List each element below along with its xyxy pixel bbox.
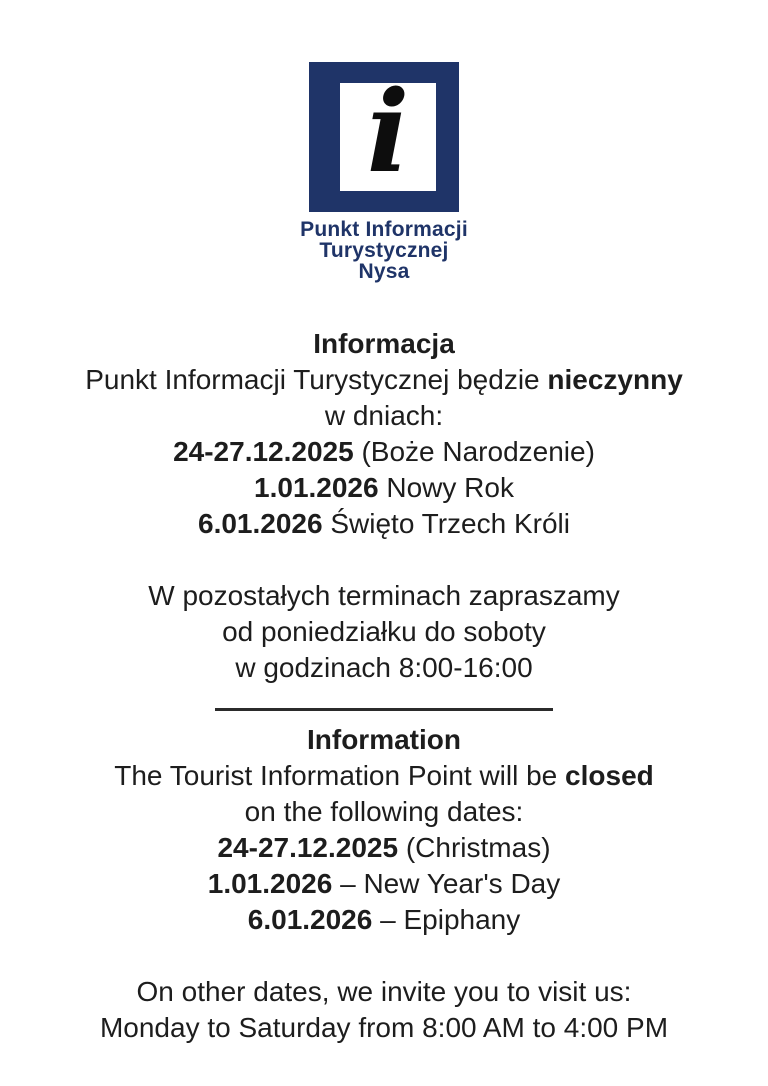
- english-line-1: [0, 722, 768, 758]
- emphasis-text: 1.01.2026: [207, 868, 333, 899]
- polish-line-2: [0, 362, 768, 398]
- body-text: w godzinach 8:00-16:00: [235, 652, 533, 683]
- polish-line-9: [0, 614, 768, 650]
- logo-name-line-2: Turystycznej: [319, 239, 449, 262]
- polish-line-7: [0, 542, 768, 578]
- body-text: The Tourist Information Point will be: [114, 760, 566, 791]
- english-line-4: [0, 830, 768, 866]
- body-text: – New Year's Day: [332, 868, 561, 899]
- info-point-icon-inner: [340, 83, 436, 191]
- polish-line-5: [0, 470, 768, 506]
- polish-line-3: [0, 398, 768, 434]
- body-text: w dniach:: [324, 400, 444, 431]
- body-text: W pozostałych terminach zapraszamy: [148, 580, 620, 611]
- emphasis-text: 1.01.2026: [254, 472, 379, 503]
- polish-line-6: [0, 506, 768, 542]
- english-line-7: [0, 938, 768, 974]
- english-line-9: [0, 1010, 768, 1046]
- notice: [0, 326, 768, 1046]
- emphasis-text: nieczynny: [547, 364, 683, 395]
- emphasis-text: Information: [307, 724, 461, 755]
- logo-name: [300, 219, 468, 282]
- emphasis-text: 24-27.12.2025: [217, 832, 399, 863]
- english-line-6: [0, 902, 768, 938]
- body-text: Monday to Saturday from 8:00 AM to 4:00 PM: [99, 1012, 669, 1043]
- logo-name-line-3: Nysa: [358, 260, 410, 283]
- body-text: Święto Trzech Króli: [322, 508, 570, 539]
- info-point-icon: [309, 62, 459, 212]
- body-text: on the following dates:: [244, 796, 524, 827]
- body-text: (Boże Narodzenie): [353, 436, 595, 467]
- body-text: Punkt Informacji Turystycznej będzie: [85, 364, 548, 395]
- polish-line-1: [0, 326, 768, 362]
- body-text: (Christmas): [398, 832, 551, 863]
- emphasis-text: closed: [565, 760, 654, 791]
- emphasis-text: 6.01.2026: [198, 508, 323, 539]
- divider-line: [215, 708, 553, 711]
- body-text: Nowy Rok: [378, 472, 514, 503]
- emphasis-text: 24-27.12.2025: [173, 436, 354, 467]
- body-text: od poniedziałku do soboty: [222, 616, 546, 647]
- english-line-3: [0, 794, 768, 830]
- english-line-2: [0, 758, 768, 794]
- emphasis-text: 6.01.2026: [247, 904, 373, 935]
- polish-line-10: [0, 650, 768, 686]
- body-text: On other dates, we invite you to visit us:: [136, 976, 632, 1007]
- english-line-5: [0, 866, 768, 902]
- polish-line-8: [0, 578, 768, 614]
- english-line-8: [0, 974, 768, 1010]
- logo: [0, 0, 768, 282]
- polish-line-4: [0, 434, 768, 470]
- body-text: – Epiphany: [372, 904, 521, 935]
- section-divider: [0, 686, 768, 722]
- logo-name-line-1: Punkt Informacji: [300, 218, 468, 241]
- tourist-information-i-icon: i: [366, 83, 410, 191]
- emphasis-text: Informacja: [313, 328, 455, 359]
